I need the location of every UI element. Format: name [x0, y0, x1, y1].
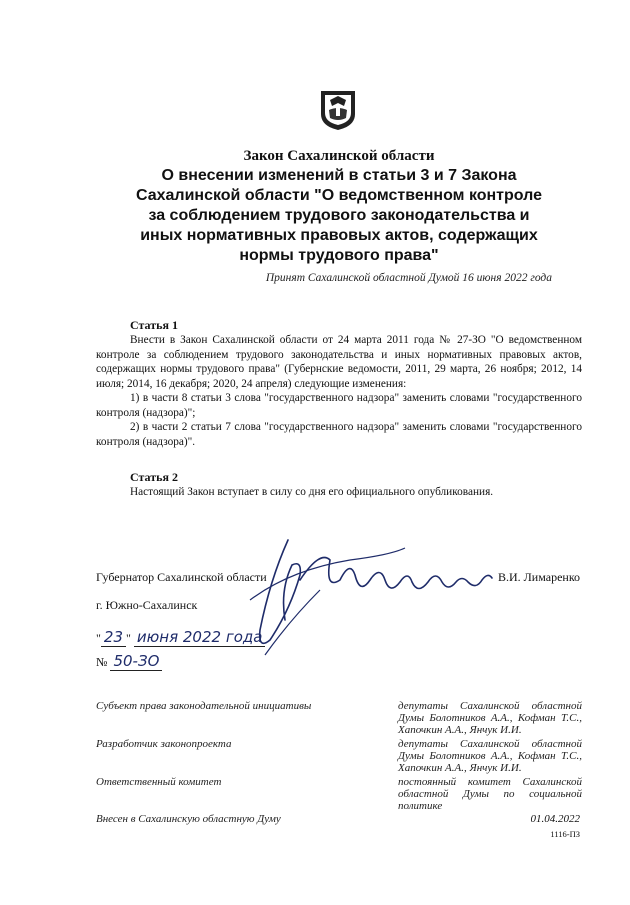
coat-of-arms-icon — [318, 88, 358, 132]
article-1-heading: Статья 1 — [130, 318, 178, 332]
title-line-3: Сахалинской области "О ведомственном контроле — [135, 187, 543, 204]
date-day: 23 — [101, 628, 126, 647]
article-1 — [96, 318, 582, 449]
governor-signature — [230, 520, 510, 670]
committee-value: постоянный комитет Сахалинской областной Думы по социальной политике — [398, 776, 582, 812]
developer-value: депутаты Сахалинской областной Думы Болотников А.А., Кофман Т.С., Хапочкин А.А., Янчук И.И. — [398, 738, 582, 774]
title-line-6: нормы трудового права" — [239, 247, 439, 264]
adopted-note: Принят Сахалинской областной Думой 16 июня 2022 года — [265, 272, 552, 284]
developer-label: Разработчик законопроекта — [96, 738, 232, 750]
city: г. Южно-Сахалинск — [96, 598, 198, 612]
committee-label: Ответственный комитет — [96, 776, 222, 788]
title-line-4: за соблюдением трудового законодательства и — [148, 207, 530, 224]
date-rest: июня 2022 года — [134, 628, 266, 647]
article-2 — [96, 470, 582, 500]
law-number — [96, 652, 162, 670]
title-line-2: О внесении изменений в статьи 3 и 7 Закона — [161, 167, 517, 184]
article-2-heading: Статья 2 — [130, 470, 178, 484]
submitted-date: 01.04.2022 — [530, 813, 580, 825]
submitted-label: Внесен в Сахалинскую областную Думу — [96, 813, 281, 825]
number-value: 50-ЗО — [110, 652, 162, 671]
governor-title: Губернатор Сахалинской области — [96, 570, 267, 584]
title-line-1: Закон Сахалинской области — [243, 148, 435, 164]
article-1-item-2: 2) в части 2 статьи 7 слова "государственного надзора" заменить словами "государственного контроля (надзора)". — [96, 421, 582, 448]
title-line-5: иных нормативных правовых актов, содержащих — [140, 227, 538, 244]
article-1-item-1: 1) в части 8 статьи 3 слова "государственного надзора" заменить словами "государственного контроля (надзора)"; — [96, 392, 582, 419]
subject-label: Субъект права законодательной инициативы — [96, 700, 312, 712]
subject-value: депутаты Сахалинской областной Думы Болотников А.А., Кофман Т.С., Хапочкин А.А., Янчук И.И. — [398, 700, 582, 736]
governor-name: В.И. Лимаренко — [498, 570, 581, 584]
number-prefix: № — [96, 655, 108, 669]
signing-date: " 23 " июня 2022 года — [96, 628, 265, 646]
law-title — [100, 146, 578, 266]
document-code: 1116-ПЗ — [550, 829, 580, 839]
article-1-intro: Внести в Закон Сахалинской области от 24 марта 2011 года № 27-ЗО "О ведомственном контроле за соблюдением трудового законодательства и иных нормативных правовых актов, содержащих нормы трудового права" (Губернские ведомости, 2011, 29 марта, 26 ноября; 2012, 14 июля; 2014, 16 декабря; 2020, 24 апреля) следующие изменения: — [96, 334, 582, 390]
article-2-text: Настоящий Закон вступает в силу со дня его официального опубликования. — [130, 486, 494, 498]
